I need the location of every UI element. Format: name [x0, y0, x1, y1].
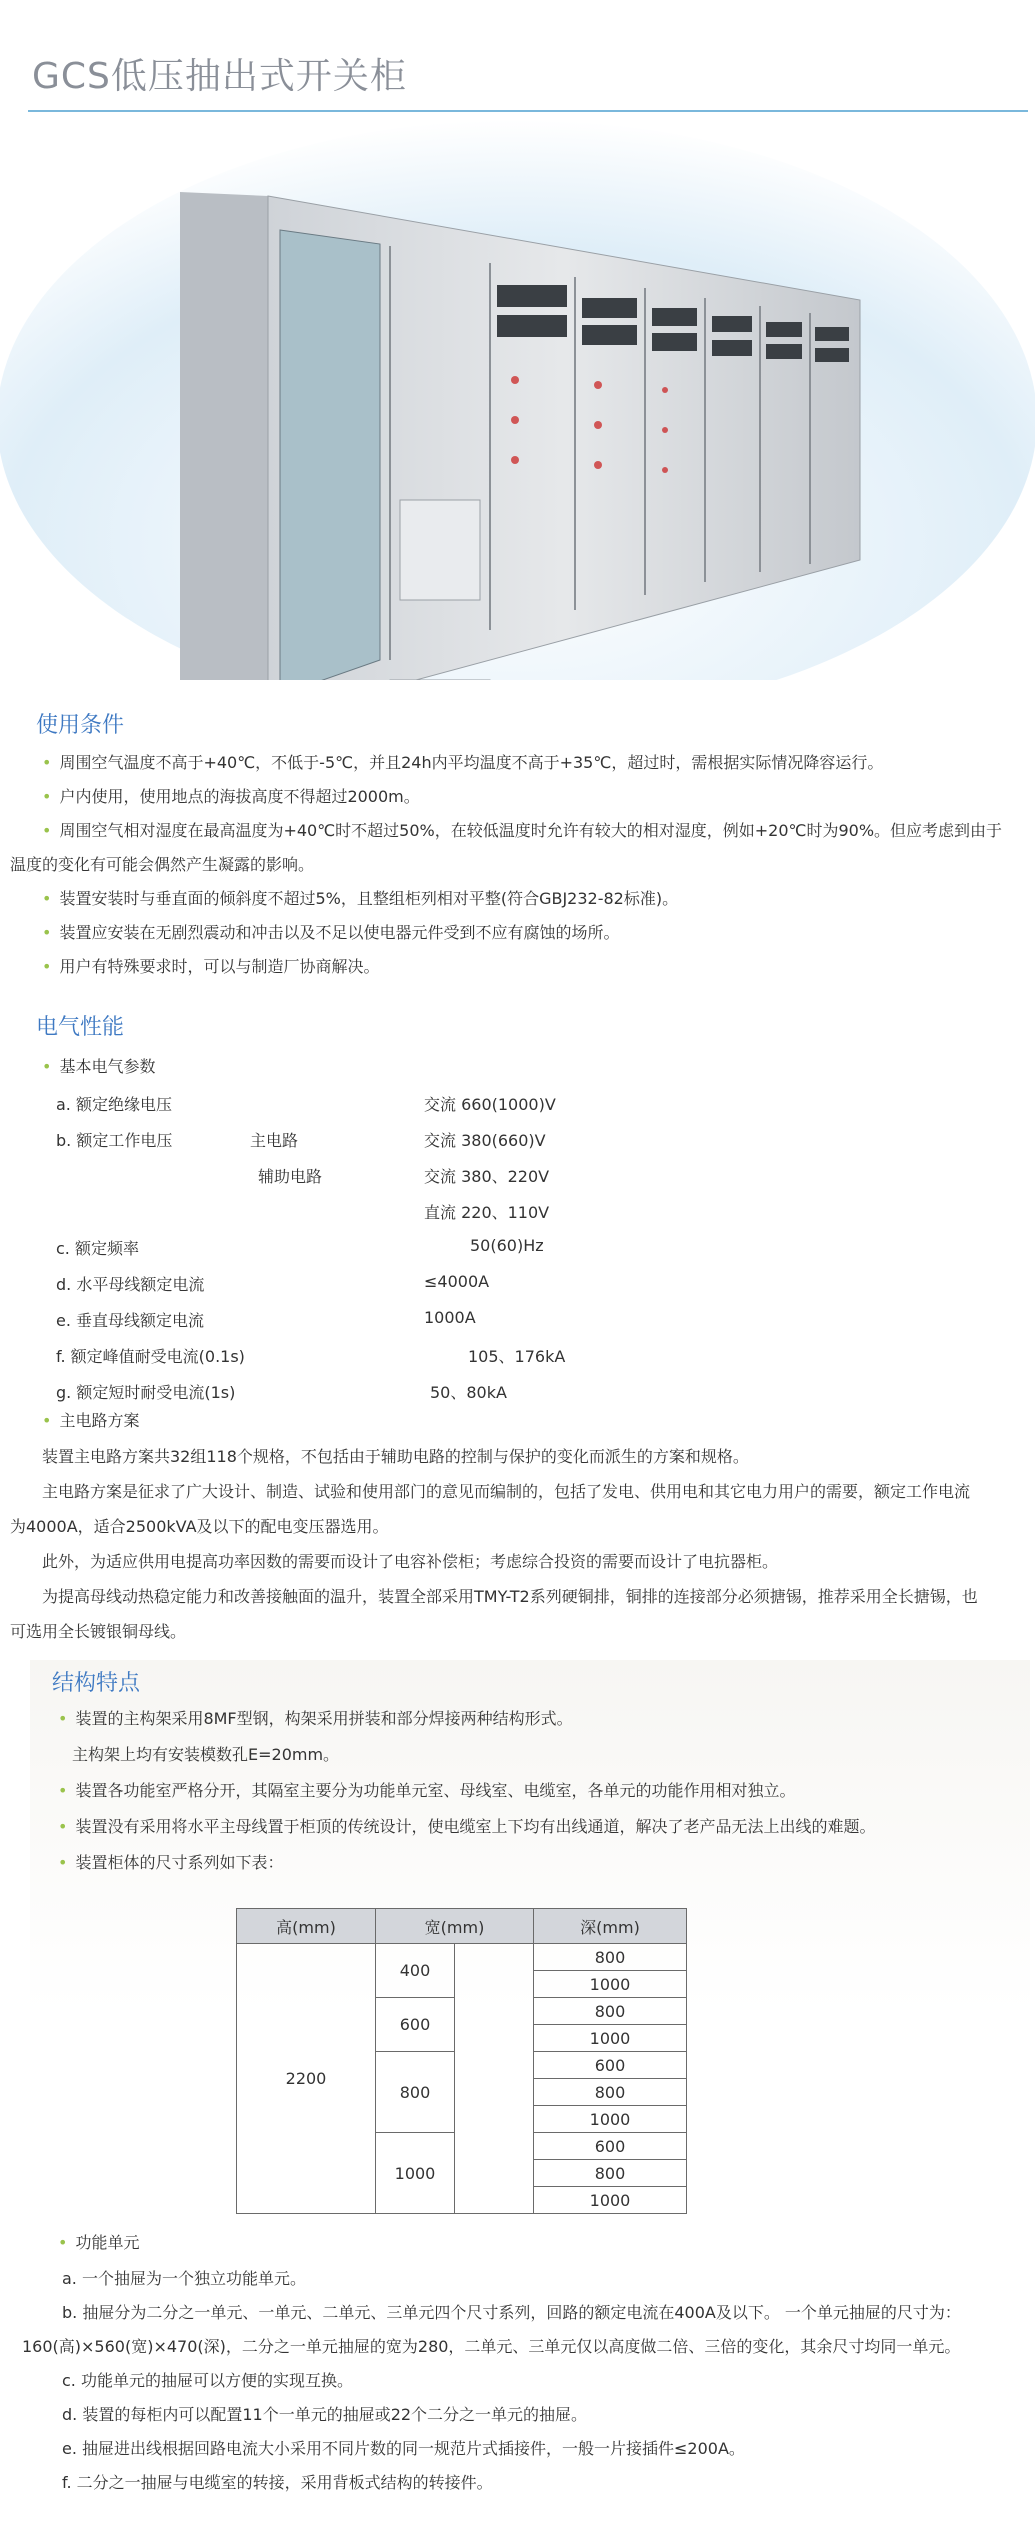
basic-params-label: • 基本电气参数 [42, 1050, 155, 1084]
function-unit-line: b. 抽屉分为二分之一单元、一单元、二单元、三单元四个尺寸系列，回路的额定电流在400A及以下。 一个单元抽屉的尺寸为： [62, 2303, 961, 2322]
function-unit-line: a. 一个抽屉为一个独立功能单元。 [62, 2269, 306, 2288]
switchgear-photo [0, 120, 1035, 680]
table-cell-depth: 800 [534, 1944, 687, 1971]
function-unit-label: • 功能单元 [58, 2226, 139, 2260]
param-value: ≤4000A [424, 1272, 490, 1291]
table-header: 宽(mm) [376, 1909, 534, 1944]
function-unit-line: d. 装置的每柜内可以配置11个一单元的抽屉或22个二分之一单元的抽屉。 [62, 2405, 588, 2424]
function-unit-line: e. 抽屉进出线根据回路电流大小采用不同片数的同一规范片式插接件，一般一片接插件≤200A。 [62, 2439, 745, 2458]
main-circuit-label: • 主电路方案 [42, 1404, 139, 1438]
param-label: a. 额定绝缘电压 [56, 1095, 172, 1114]
table-header: 深(mm) [534, 1909, 687, 1944]
param-value: 交流 380(660)V [424, 1131, 546, 1150]
param-label: e. 垂直母线额定电流 [56, 1311, 205, 1330]
table-cell-depth: 600 [534, 2133, 687, 2160]
usage-item: • 装置应安装在无剧烈震动和冲击以及不足以使电器元件受到不应有腐蚀的场所。 [42, 916, 619, 950]
usage-item: • 周围空气相对湿度在最高温度为+40℃时不超过50%，在较低温度时允许有较大的相对湿度，例如+20℃时为90%。但应考虑到由于 [42, 814, 1002, 848]
param-label: b. 额定工作电压 [56, 1131, 173, 1150]
usage-item: • 装置安装时与垂直面的倾斜度不超过5%，且整组柜列相对平整(符合GBJ232-82标准)。 [42, 882, 678, 916]
dimension-table [236, 1908, 687, 2214]
main-circuit-paragraph: 此外，为适应供用电提高功率因数的需要而设计了电容补偿柜；考虑综合投资的需要而设计了电抗器柜。 [42, 1552, 779, 1571]
param-value: 交流 380、220V [424, 1167, 550, 1186]
main-circuit-paragraph: 装置主电路方案共32组118个规格，不包括由于辅助电路的控制与保护的变化而派生的方案和规格。 [42, 1447, 749, 1466]
param-value: 50(60)Hz [470, 1236, 544, 1255]
param-value: 交流 660(1000)V [424, 1095, 556, 1114]
table-cell-width: 600 [376, 1998, 455, 2052]
param-value: 105、176kA [468, 1347, 566, 1366]
table-cell-width: 400 [376, 1944, 455, 1998]
function-unit-line: f. 二分之一抽屉与电缆室的转接，采用背板式结构的转接件。 [62, 2473, 493, 2492]
table-cell-depth: 800 [534, 1998, 687, 2025]
table-cell-depth: 1000 [534, 2025, 687, 2052]
structure-item: • 装置柜体的尺寸系列如下表： [58, 1846, 283, 1880]
function-unit-line: 160(高)×560(宽)×470(深)，二分之一单元抽屉的宽为280，二单元、三单元仅以高度做二倍、三倍的变化，其余尺寸均同一单元。 [22, 2337, 961, 2356]
structure-item: • 装置没有采用将水平主母线置于柜顶的传统设计，使电缆室上下均有出线通道，解决了老产品无法上出线的难题。 [58, 1810, 875, 1844]
param-sub: 辅助电路 [258, 1167, 323, 1186]
table-cell-height: 2200 [237, 1944, 376, 2214]
param-label: f. 额定峰值耐受电流(0.1s) [56, 1347, 245, 1366]
main-circuit-paragraph: 主电路方案是征求了广大设计、制造、试验和使用部门的意见而编制的，包括了发电、供用电和其它电力用户的需要，额定工作电流 [42, 1482, 971, 1501]
title-divider [28, 110, 1028, 112]
param-label: g. 额定短时耐受电流(1s) [56, 1383, 236, 1402]
table-cell-depth: 600 [534, 2052, 687, 2079]
table-cell-depth: 800 [534, 2079, 687, 2106]
structure-item: • 装置的主构架采用8MF型钢，构架采用拼装和部分焊接两种结构形式。 [58, 1702, 573, 1736]
param-label: c. 额定频率 [56, 1239, 139, 1258]
function-unit-line: c. 功能单元的抽屉可以方便的实现互换。 [62, 2371, 353, 2390]
table-cell-width: 1000 [376, 2133, 455, 2214]
table-cell-width: 800 [376, 2052, 455, 2133]
param-value: 直流 220、110V [424, 1203, 550, 1222]
param-value: 50、80kA [430, 1383, 507, 1402]
main-circuit-paragraph: 可选用全长镀银铜母线。 [10, 1622, 187, 1641]
main-circuit-paragraph: 为4000A，适合2500kVA及以下的配电变压器选用。 [10, 1517, 389, 1536]
usage-heading: 使用条件 [36, 713, 125, 738]
table-cell-depth: 1000 [534, 1971, 687, 1998]
table-cell-depth: 1000 [534, 2106, 687, 2133]
main-circuit-paragraph: 为提高母线动热稳定能力和改善接触面的温升，装置全部采用TMY-T2系列硬铜排，铜排的连接部分必须搪锡，推荐采用全长搪锡，也 [42, 1587, 978, 1606]
structure-heading: 结构特点 [52, 1671, 141, 1696]
usage-item: • 周围空气温度不高于+40℃，不低于-5℃，并且24h内平均温度不高于+35℃，超过时，需根据实际情况降容运行。 [42, 746, 883, 780]
electrical-heading: 电气性能 [36, 1015, 125, 1040]
page-title: GCS低压抽出式开关柜 [32, 56, 407, 97]
table-header: 高(mm) [237, 1909, 376, 1944]
table-cell-depth: 800 [534, 2160, 687, 2187]
param-sub: 主电路 [250, 1131, 299, 1150]
usage-item: • 用户有特殊要求时，可以与制造厂协商解决。 [42, 950, 379, 984]
structure-item: • 装置各功能室严格分开，其隔室主要分为功能单元室、母线室、电缆室，各单元的功能作用相对独立。 [58, 1774, 795, 1808]
param-label: d. 水平母线额定电流 [56, 1275, 205, 1294]
structure-item: 主构架上均有安装模数孔E=20mm。 [72, 1745, 340, 1764]
table-spacer [455, 1944, 534, 2214]
usage-item: • 户内使用，使用地点的海拔高度不得超过2000m。 [42, 780, 420, 814]
usage-item-cont: 温度的变化有可能会偶然产生凝露的影响。 [10, 855, 315, 874]
table-cell-depth: 1000 [534, 2187, 687, 2214]
param-value: 1000A [424, 1308, 476, 1327]
